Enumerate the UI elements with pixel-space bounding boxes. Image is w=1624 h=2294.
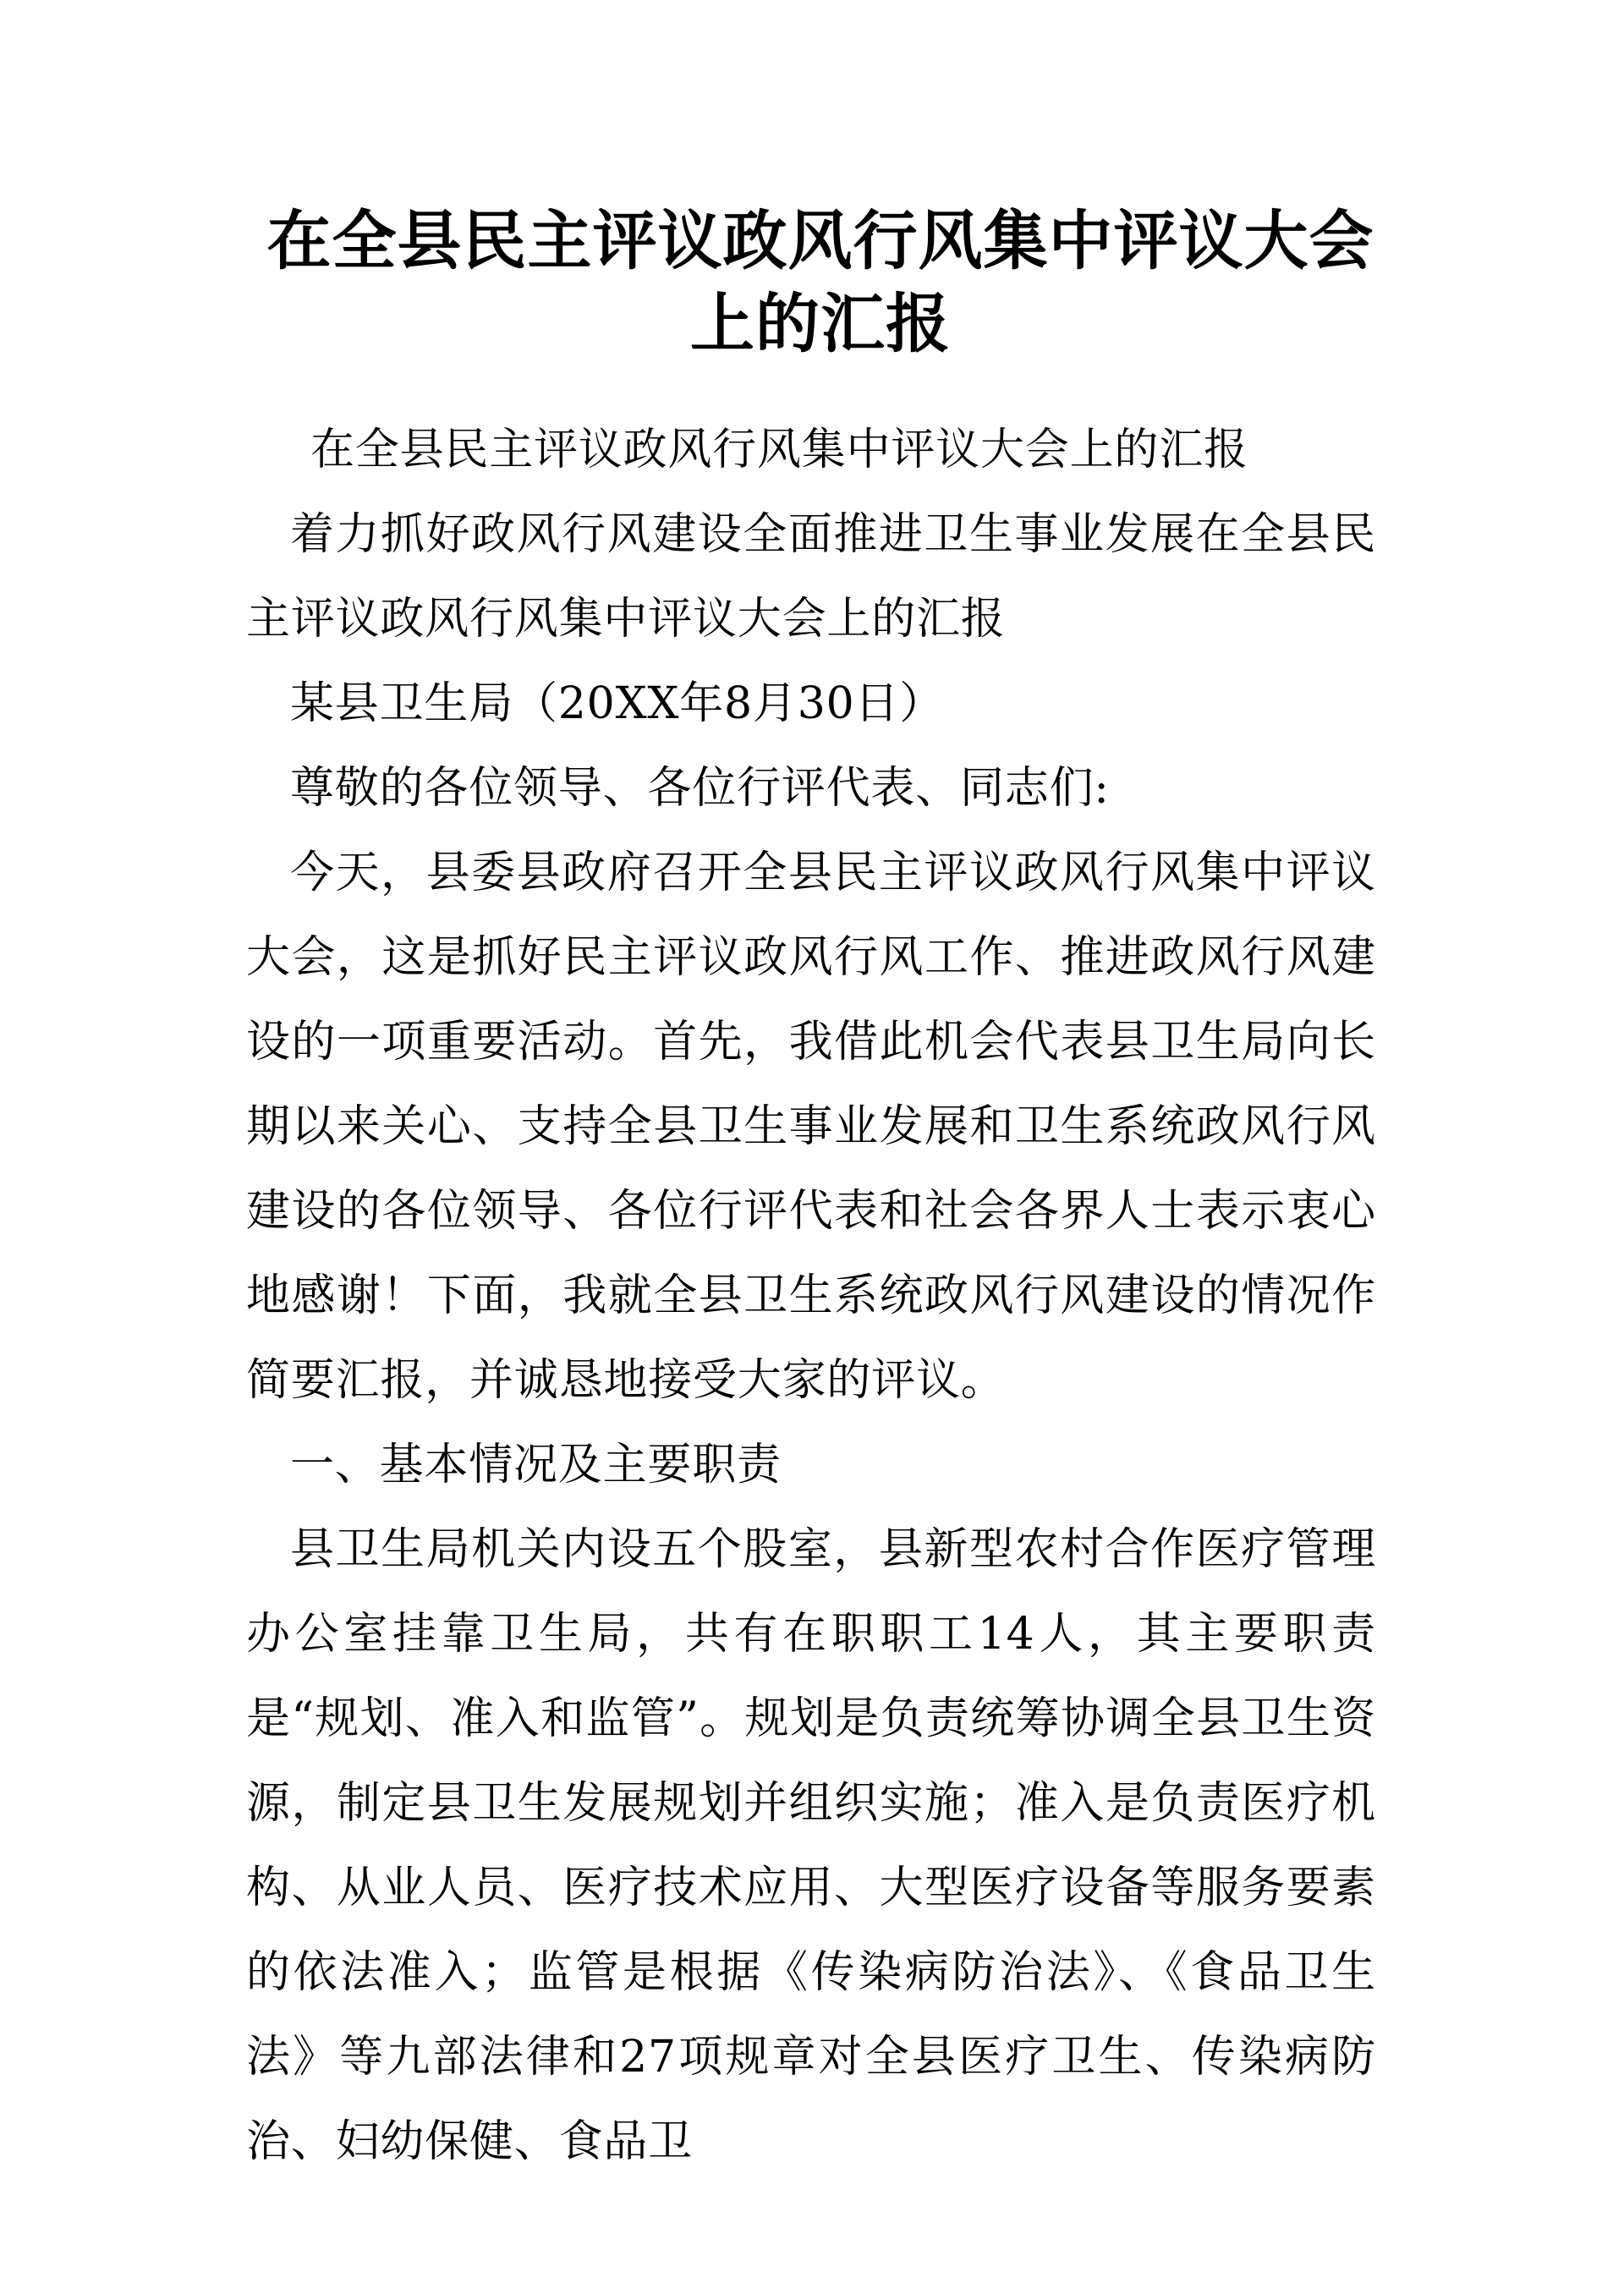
heading-line: 着力抓好政风行风建设全面推进卫生事业发展在全县民主评议政风行风集中评议大会上的汇报	[246, 509, 1376, 645]
document-subtitle: 在全县民主评议政风行风集中评议大会上的汇报	[310, 425, 1248, 475]
document-body	[246, 408, 1376, 2184]
salutation: 尊敬的各位领导、各位行评代表、同志们:	[290, 763, 1110, 814]
document-title: 在全县民主评议政风行风集中评议大会上的汇报	[266, 203, 1374, 361]
section-heading-1: 一、基本情况及主要职责	[290, 1440, 782, 1490]
body-paragraph-2: 县卫生局机关内设五个股室，县新型农村合作医疗管理办公室挂靠卫生局，共有在职职工14人，其主要职责是“规划、准入和监管”。规划是负责统筹协调全县卫生资源，制定县卫生发展规划并组织实施；准入是负责医疗机构、从业人员、医疗技术应用、大型医疗设备等服务要素的依法准入；监管是根据《传染病防治法》、《食品卫生法》等九部法律和27项规章对全县医疗卫生、传染病防治、妇幼保健、食品卫	[246, 1524, 1376, 2167]
byline: 某县卫生局（20XX年8月30日）	[290, 678, 945, 729]
body-paragraph-1: 今天，县委县政府召开全县民主评议政风行风集中评议大会，这是抓好民主评议政风行风工作、推进政风行风建设的一项重要活动。首先，我借此机会代表县卫生局向长期以来关心、支持全县卫生事业发展和卫生系统政风行风建设的各位领导、各位行评代表和社会各界人士表示衷心地感谢！下面，我就全县卫生系统政风行风建设的情况作简要汇报，并诚恳地接受大家的评议。	[246, 848, 1376, 1406]
